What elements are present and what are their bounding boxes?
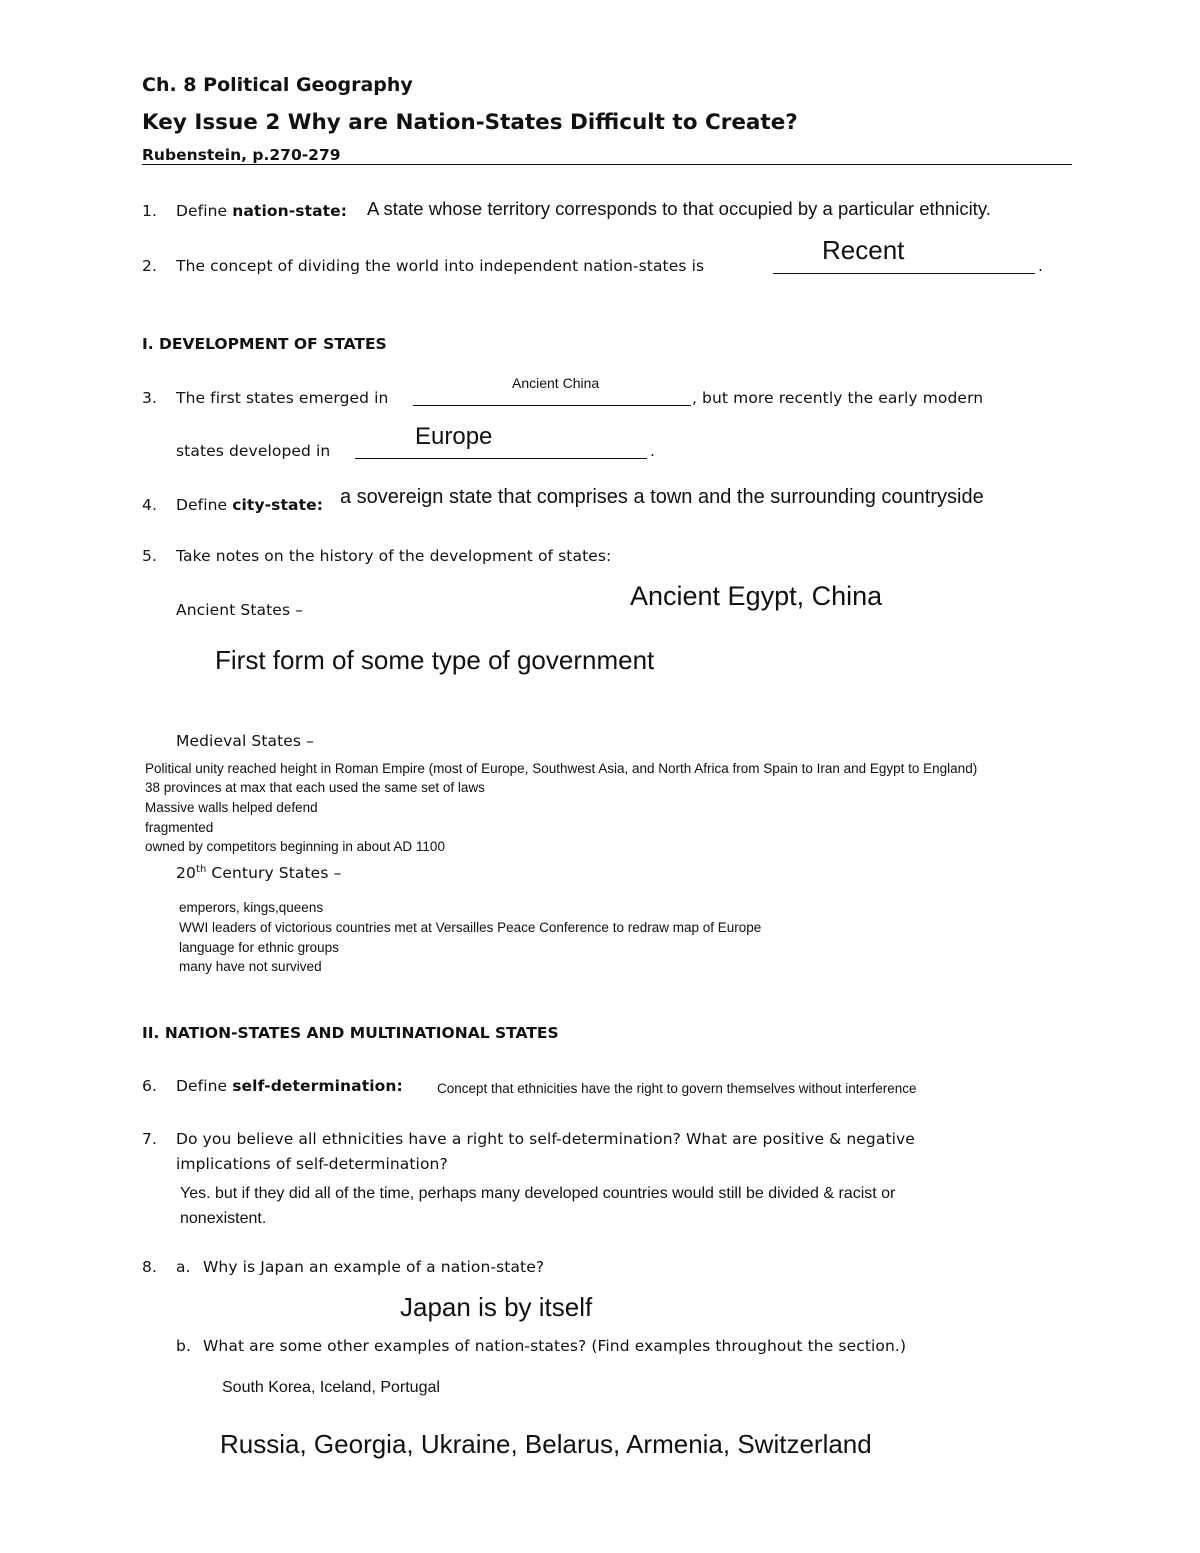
q8b-answer-1: South Korea, Iceland, Portugal bbox=[222, 1379, 440, 1396]
q2-number: 2. bbox=[142, 257, 157, 275]
q3-blank-b bbox=[355, 458, 647, 459]
century-20-note: many have not survived bbox=[179, 959, 322, 974]
q6-prefix: Define bbox=[176, 1077, 233, 1095]
q5-prompt: Take notes on the history of the development of states: bbox=[176, 547, 612, 565]
q2-prompt: The concept of dividing the world into independent nation-states is bbox=[176, 257, 705, 275]
q4-answer: a sovereign state that comprises a town and the surrounding countryside bbox=[340, 486, 984, 508]
header-rule bbox=[142, 164, 1072, 165]
q7-prompt-line1: Do you believe all ethnicities have a right to self-determination? What are positive & negative bbox=[176, 1130, 915, 1148]
medieval-note: fragmented bbox=[145, 820, 214, 835]
q3-answer-a: Ancient China bbox=[512, 375, 600, 391]
medieval-note: owned by competitors beginning in about AD 1100 bbox=[145, 839, 445, 854]
q8b-prompt: What are some other examples of nation-states? (Find examples throughout the section.) bbox=[203, 1337, 907, 1355]
q5-number: 5. bbox=[142, 547, 157, 565]
q6-term: self-determination: bbox=[232, 1077, 403, 1095]
ancient-states-label: Ancient States – bbox=[176, 601, 303, 619]
century-20-sup: th bbox=[195, 864, 207, 875]
q8a-answer: Japan is by itself bbox=[400, 1292, 593, 1322]
century-20-states-label bbox=[176, 864, 341, 882]
q6-prompt bbox=[176, 1077, 403, 1095]
q6-answer: Concept that ethnicities have the right to govern themselves without interference bbox=[437, 1081, 917, 1096]
q4-number: 4. bbox=[142, 496, 157, 514]
q7-answer-line2: nonexistent. bbox=[180, 1210, 267, 1227]
q4-prompt bbox=[176, 496, 323, 514]
q3-prompt-c: states developed in bbox=[176, 442, 331, 460]
section-1-heading: I. DEVELOPMENT OF STATES bbox=[142, 335, 387, 353]
q7-number: 7. bbox=[142, 1130, 157, 1148]
q6-number: 6. bbox=[142, 1077, 157, 1095]
q3-number: 3. bbox=[142, 389, 157, 407]
ancient-answer-a: Ancient Egypt, China bbox=[630, 581, 883, 611]
q3-prompt-a: The first states emerged in bbox=[176, 389, 389, 407]
medieval-states-label: Medieval States – bbox=[176, 732, 314, 750]
medieval-note: Massive walls helped defend bbox=[145, 800, 318, 815]
q7-prompt-line2: implications of self-determination? bbox=[176, 1155, 448, 1173]
q1-answer: A state whose territory corresponds to that occupied by a particular ethnicity. bbox=[367, 198, 991, 219]
century-20-note: emperors, kings,queens bbox=[179, 900, 324, 915]
q1-number: 1. bbox=[142, 202, 157, 220]
q4-term: city-state: bbox=[232, 496, 323, 514]
q8b-answer-2: Russia, Georgia, Ukraine, Belarus, Armenia, Switzerland bbox=[220, 1429, 872, 1459]
ancient-answer-b: First form of some type of government bbox=[215, 645, 655, 675]
medieval-note: 38 provinces at max that each used the same set of laws bbox=[145, 780, 485, 795]
q2-answer: Recent bbox=[822, 235, 905, 265]
q2-period: . bbox=[1038, 257, 1044, 275]
q7-answer-line1: Yes. but if they did all of the time, perhaps many developed countries would still be divided & racist or bbox=[180, 1185, 896, 1202]
q3-prompt-b: , but more recently the early modern bbox=[692, 389, 984, 407]
q8a-prompt: Why is Japan an example of a nation-state? bbox=[203, 1258, 545, 1276]
century-20-note: language for ethnic groups bbox=[179, 940, 339, 955]
q1-prompt bbox=[176, 202, 347, 220]
q3-blank-a bbox=[413, 405, 691, 406]
q2-blank bbox=[773, 273, 1035, 274]
q3-answer-b: Europe bbox=[415, 423, 493, 450]
q1-prefix: Define bbox=[176, 202, 233, 220]
section-2-heading: II. NATION-STATES AND MULTINATIONAL STATES bbox=[142, 1024, 559, 1042]
medieval-note: Political unity reached height in Roman Empire (most of Europe, Southwest Asia, and North Africa from Spain to Iran and Egypt to England) bbox=[145, 761, 978, 776]
q1-term: nation-state: bbox=[232, 202, 348, 220]
q8b-label: b. bbox=[176, 1337, 191, 1355]
q3-period: . bbox=[650, 442, 656, 460]
source-citation: Rubenstein, p.270-279 bbox=[142, 146, 341, 164]
q4-prefix: Define bbox=[176, 496, 233, 514]
key-issue-title: Key Issue 2 Why are Nation-States Difficult to Create? bbox=[142, 110, 798, 135]
chapter-title: Ch. 8 Political Geography bbox=[142, 74, 413, 96]
q8a-label: a. bbox=[176, 1258, 191, 1276]
century-20-num: 20 bbox=[176, 864, 196, 883]
century-20-note: WWI leaders of victorious countries met at Versailles Peace Conference to redraw map of Europe bbox=[179, 920, 762, 935]
century-20-rest: Century States – bbox=[206, 864, 342, 883]
q8-number: 8. bbox=[142, 1258, 157, 1276]
